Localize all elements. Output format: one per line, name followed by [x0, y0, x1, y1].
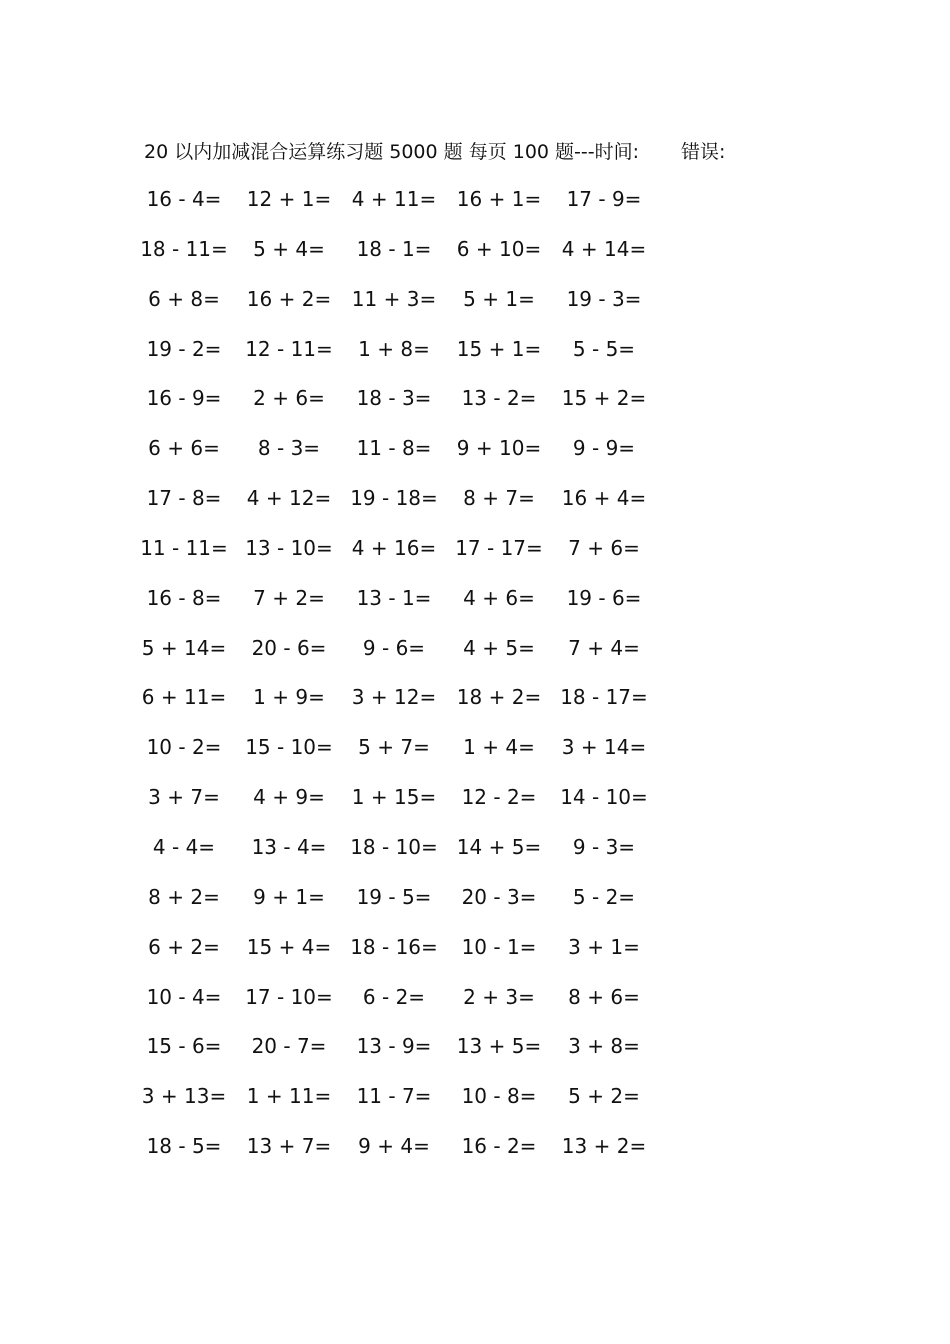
math-problem: 6 + 6= — [148, 436, 220, 461]
math-problem: 1 + 15= — [351, 785, 437, 810]
math-problem: 10 - 1= — [461, 934, 537, 959]
math-problem: 6 + 11= — [141, 685, 227, 710]
math-problem: 20 - 6= — [251, 635, 327, 660]
math-problem: 11 + 3= — [351, 286, 437, 311]
math-problem: 3 + 7= — [148, 785, 220, 810]
math-problem: 4 + 5= — [463, 635, 535, 660]
math-problem: 10 - 8= — [461, 1084, 537, 1109]
problem-grid — [0, 186, 950, 1183]
math-problem: 15 - 6= — [146, 1034, 222, 1059]
math-problem: 5 + 2= — [568, 1084, 640, 1109]
math-problem: 18 - 5= — [146, 1134, 222, 1159]
math-problem: 17 - 10= — [245, 984, 333, 1009]
problem-row — [0, 784, 950, 834]
math-problem: 6 + 10= — [456, 236, 542, 261]
math-problem: 4 + 9= — [253, 785, 325, 810]
math-problem: 4 - 4= — [152, 834, 216, 859]
math-problem: 5 + 1= — [463, 286, 535, 311]
problem-row — [0, 934, 950, 984]
math-problem: 18 - 3= — [356, 386, 432, 411]
math-problem: 17 - 9= — [566, 187, 642, 211]
math-problem: 17 - 8= — [146, 486, 222, 511]
math-problem: 18 - 10= — [350, 834, 438, 859]
math-problem: 13 + 7= — [246, 1134, 332, 1159]
problem-row — [0, 1083, 950, 1133]
math-problem: 13 - 2= — [461, 386, 537, 411]
math-problem: 7 + 6= — [568, 535, 640, 560]
math-problem: 16 - 8= — [146, 585, 222, 610]
math-problem: 3 + 13= — [141, 1084, 227, 1109]
errors-label: 错误: — [681, 140, 726, 163]
math-problem: 16 - 4= — [146, 187, 222, 211]
math-problem: 10 - 2= — [146, 735, 222, 760]
problem-row — [0, 385, 950, 435]
problem-row — [0, 684, 950, 734]
problem-row — [0, 286, 950, 336]
problem-row — [0, 186, 950, 236]
math-problem: 4 + 14= — [561, 236, 647, 261]
math-problem: 15 + 2= — [561, 386, 647, 411]
math-problem: 13 - 4= — [251, 834, 327, 859]
math-problem: 18 - 17= — [560, 685, 648, 710]
math-problem: 5 - 5= — [572, 336, 636, 361]
math-problem: 3 + 14= — [561, 735, 647, 760]
math-problem: 4 + 6= — [463, 585, 535, 610]
math-problem: 13 - 10= — [245, 535, 333, 560]
math-problem: 16 - 2= — [461, 1134, 537, 1159]
math-problem: 18 - 11= — [140, 236, 228, 261]
math-problem: 16 + 2= — [246, 286, 332, 311]
math-problem: 8 - 3= — [257, 436, 321, 461]
problem-row — [0, 535, 950, 585]
math-problem: 16 + 1= — [456, 187, 542, 211]
math-problem: 20 - 7= — [251, 1034, 327, 1059]
math-problem: 19 - 5= — [356, 884, 432, 909]
math-problem: 19 - 18= — [350, 486, 438, 511]
math-problem: 11 - 11= — [140, 535, 228, 560]
math-problem: 11 - 7= — [356, 1084, 432, 1109]
math-problem: 2 + 6= — [253, 386, 325, 411]
math-problem: 5 + 7= — [358, 735, 430, 760]
math-problem: 12 - 2= — [461, 785, 537, 810]
math-problem: 18 - 1= — [356, 236, 432, 261]
problem-row — [0, 834, 950, 884]
math-problem: 14 + 5= — [456, 834, 542, 859]
math-problem: 10 - 4= — [146, 984, 222, 1009]
math-problem: 2 + 3= — [463, 984, 535, 1009]
math-problem: 1 + 11= — [246, 1084, 332, 1109]
math-problem: 9 + 1= — [253, 884, 325, 909]
problem-row — [0, 236, 950, 286]
math-problem: 5 + 4= — [253, 236, 325, 261]
math-problem: 5 + 14= — [141, 635, 227, 660]
math-problem: 1 + 8= — [358, 336, 430, 361]
math-problem: 8 + 2= — [148, 884, 220, 909]
math-problem: 18 + 2= — [456, 685, 542, 710]
problem-row — [0, 435, 950, 485]
math-problem: 4 + 16= — [351, 535, 437, 560]
math-problem: 9 - 9= — [572, 436, 636, 461]
math-problem: 3 + 8= — [568, 1034, 640, 1059]
math-problem: 7 + 2= — [253, 585, 325, 610]
math-problem: 8 + 6= — [568, 984, 640, 1009]
math-problem: 8 + 7= — [463, 486, 535, 511]
math-problem: 14 - 10= — [560, 785, 648, 810]
math-problem: 15 + 1= — [456, 336, 542, 361]
math-problem: 6 + 8= — [148, 286, 220, 311]
math-problem: 7 + 4= — [568, 635, 640, 660]
problem-row — [0, 884, 950, 934]
problem-row — [0, 984, 950, 1034]
worksheet-header — [144, 137, 725, 163]
math-problem: 12 - 11= — [245, 336, 333, 361]
math-problem: 3 + 1= — [568, 934, 640, 959]
problem-row — [0, 1133, 950, 1183]
math-problem: 16 - 9= — [146, 386, 222, 411]
problem-row — [0, 336, 950, 386]
math-problem: 15 + 4= — [246, 934, 332, 959]
math-problem: 9 - 6= — [362, 635, 426, 660]
problem-row — [0, 635, 950, 685]
math-problem: 16 + 4= — [561, 486, 647, 511]
math-problem: 5 - 2= — [572, 884, 636, 909]
math-problem: 4 + 11= — [351, 187, 437, 211]
math-problem: 20 - 3= — [461, 884, 537, 909]
math-problem: 11 - 8= — [356, 436, 432, 461]
math-problem: 19 - 6= — [566, 585, 642, 610]
math-problem: 9 + 10= — [456, 436, 542, 461]
math-problem: 19 - 2= — [146, 336, 222, 361]
problem-row — [0, 585, 950, 635]
math-problem: 18 - 16= — [350, 934, 438, 959]
math-problem: 1 + 4= — [463, 735, 535, 760]
math-problem: 3 + 12= — [351, 685, 437, 710]
problem-row — [0, 485, 950, 535]
problem-row — [0, 1033, 950, 1083]
worksheet-title: 20 以内加减混合运算练习题 5000 题 每页 100 题---时间: — [144, 140, 640, 163]
math-problem: 6 + 2= — [148, 934, 220, 959]
math-problem: 13 - 9= — [356, 1034, 432, 1059]
problem-row — [0, 734, 950, 784]
math-problem: 13 - 1= — [356, 585, 432, 610]
math-problem: 6 - 2= — [362, 984, 426, 1009]
math-problem: 19 - 3= — [566, 286, 642, 311]
math-problem: 13 + 2= — [561, 1134, 647, 1159]
math-problem: 15 - 10= — [245, 735, 333, 760]
math-problem: 9 + 4= — [358, 1134, 430, 1159]
math-problem: 13 + 5= — [456, 1034, 542, 1059]
math-problem: 1 + 9= — [253, 685, 325, 710]
math-problem: 4 + 12= — [246, 486, 332, 511]
math-problem: 12 + 1= — [246, 187, 332, 211]
math-problem: 17 - 17= — [455, 535, 543, 560]
math-problem: 9 - 3= — [572, 834, 636, 859]
